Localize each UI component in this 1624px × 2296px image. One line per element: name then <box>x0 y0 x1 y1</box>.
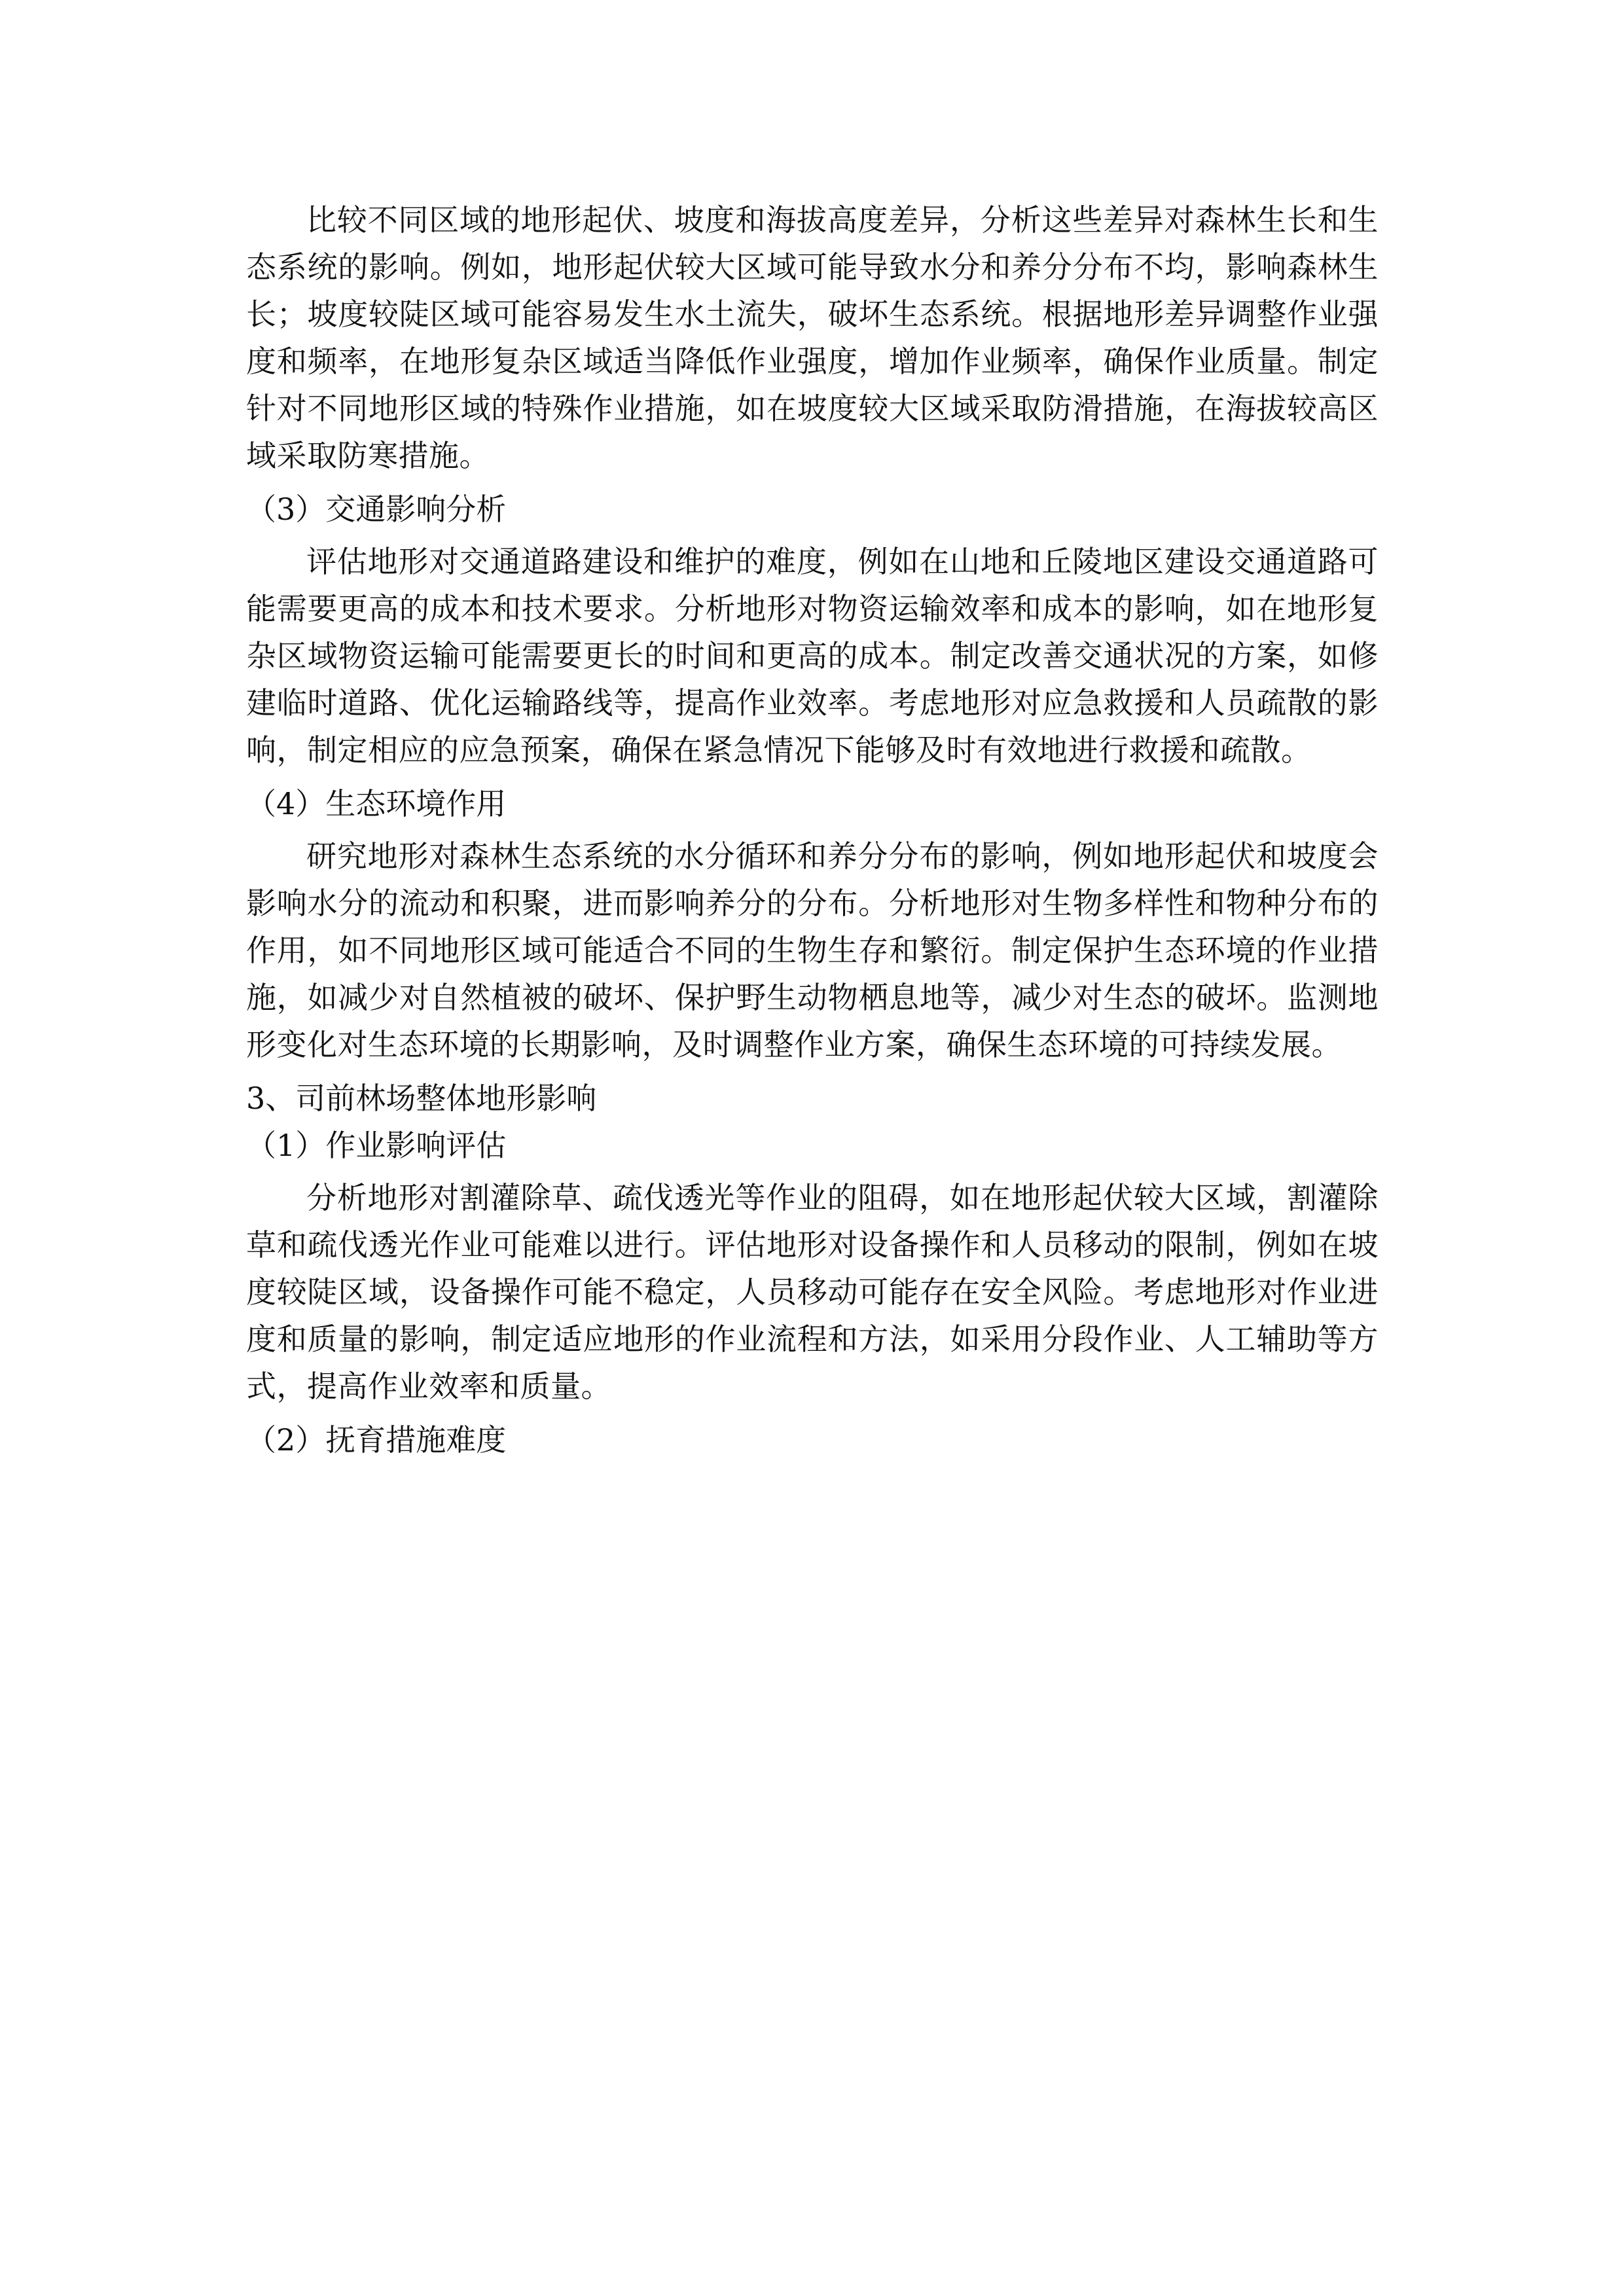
heading-tending-difficulty: （2）抚育措施难度 <box>246 1422 507 1458</box>
section-heading-overall-terrain: 3、司前林场整体地形影响 <box>246 1081 597 1116</box>
paragraph-ecological-role: 研究地形对森林生态系统的水分循环和养分分布的影响，例如地形起伏和坡度会影响水分的流动和积聚，进而影响养分的分布。分析地形对生物多样性和物种分布的作用，如不同地形区域可能适合不同的生物生存和繁衍。制定保护生态环境的作业措施，如减少对自然植被的破坏、保护野生动物栖息地等，减少对生态的破坏。监测地形变化对生态环境的长期影响，及时调整作业方案，确保生态环境的可持续发展。 <box>246 838 1379 1062</box>
paragraph-operation-impact: 分析地形对割灌除草、疏伐透光等作业的阻碍，如在地形起伏较大区域，割灌除草和疏伐透光作业可能难以进行。评估地形对设备操作和人员移动的限制，例如在坡度较陡区域，设备操作可能不稳定，人员移动可能存在安全风险。考虑地形对作业进度和质量的影响，制定适应地形的作业流程和方法，如采用分段作业、人工辅助等方式，提高作业效率和质量。 <box>246 1180 1379 1404</box>
document-body <box>246 196 1379 1463</box>
heading-traffic-impact: （3）交通影响分析 <box>246 492 507 527</box>
heading-operation-impact: （1）作业影响评估 <box>246 1128 507 1163</box>
heading-ecological-role: （4）生态环境作用 <box>246 786 507 821</box>
paragraph-terrain-comparison: 比较不同区域的地形起伏、坡度和海拔高度差异，分析这些差异对森林生长和生态系统的影响。例如，地形起伏较大区域可能导致水分和养分分布不均，影响森林生长；坡度较陡区域可能容易发生水土流失，破坏生态系统。根据地形差异调整作业强度和频率，在地形复杂区域适当降低作业强度，增加作业频率，确保作业质量。制定针对不同地形区域的特殊作业措施，如在坡度较大区域采取防滑措施，在海拔较高区域采取防寒措施。 <box>246 202 1379 473</box>
paragraph-traffic-impact: 评估地形对交通道路建设和维护的难度，例如在山地和丘陵地区建设交通道路可能需要更高的成本和技术要求。分析地形对物资运输效率和成本的影响，如在地形复杂区域物资运输可能需要更长的时间和更高的成本。制定改善交通状况的方案，如修建临时道路、优化运输路线等，提高作业效率。考虑地形对应急救援和人员疏散的影响，制定相应的应急预案，确保在紧急情况下能够及时有效地进行救援和疏散。 <box>246 544 1379 768</box>
